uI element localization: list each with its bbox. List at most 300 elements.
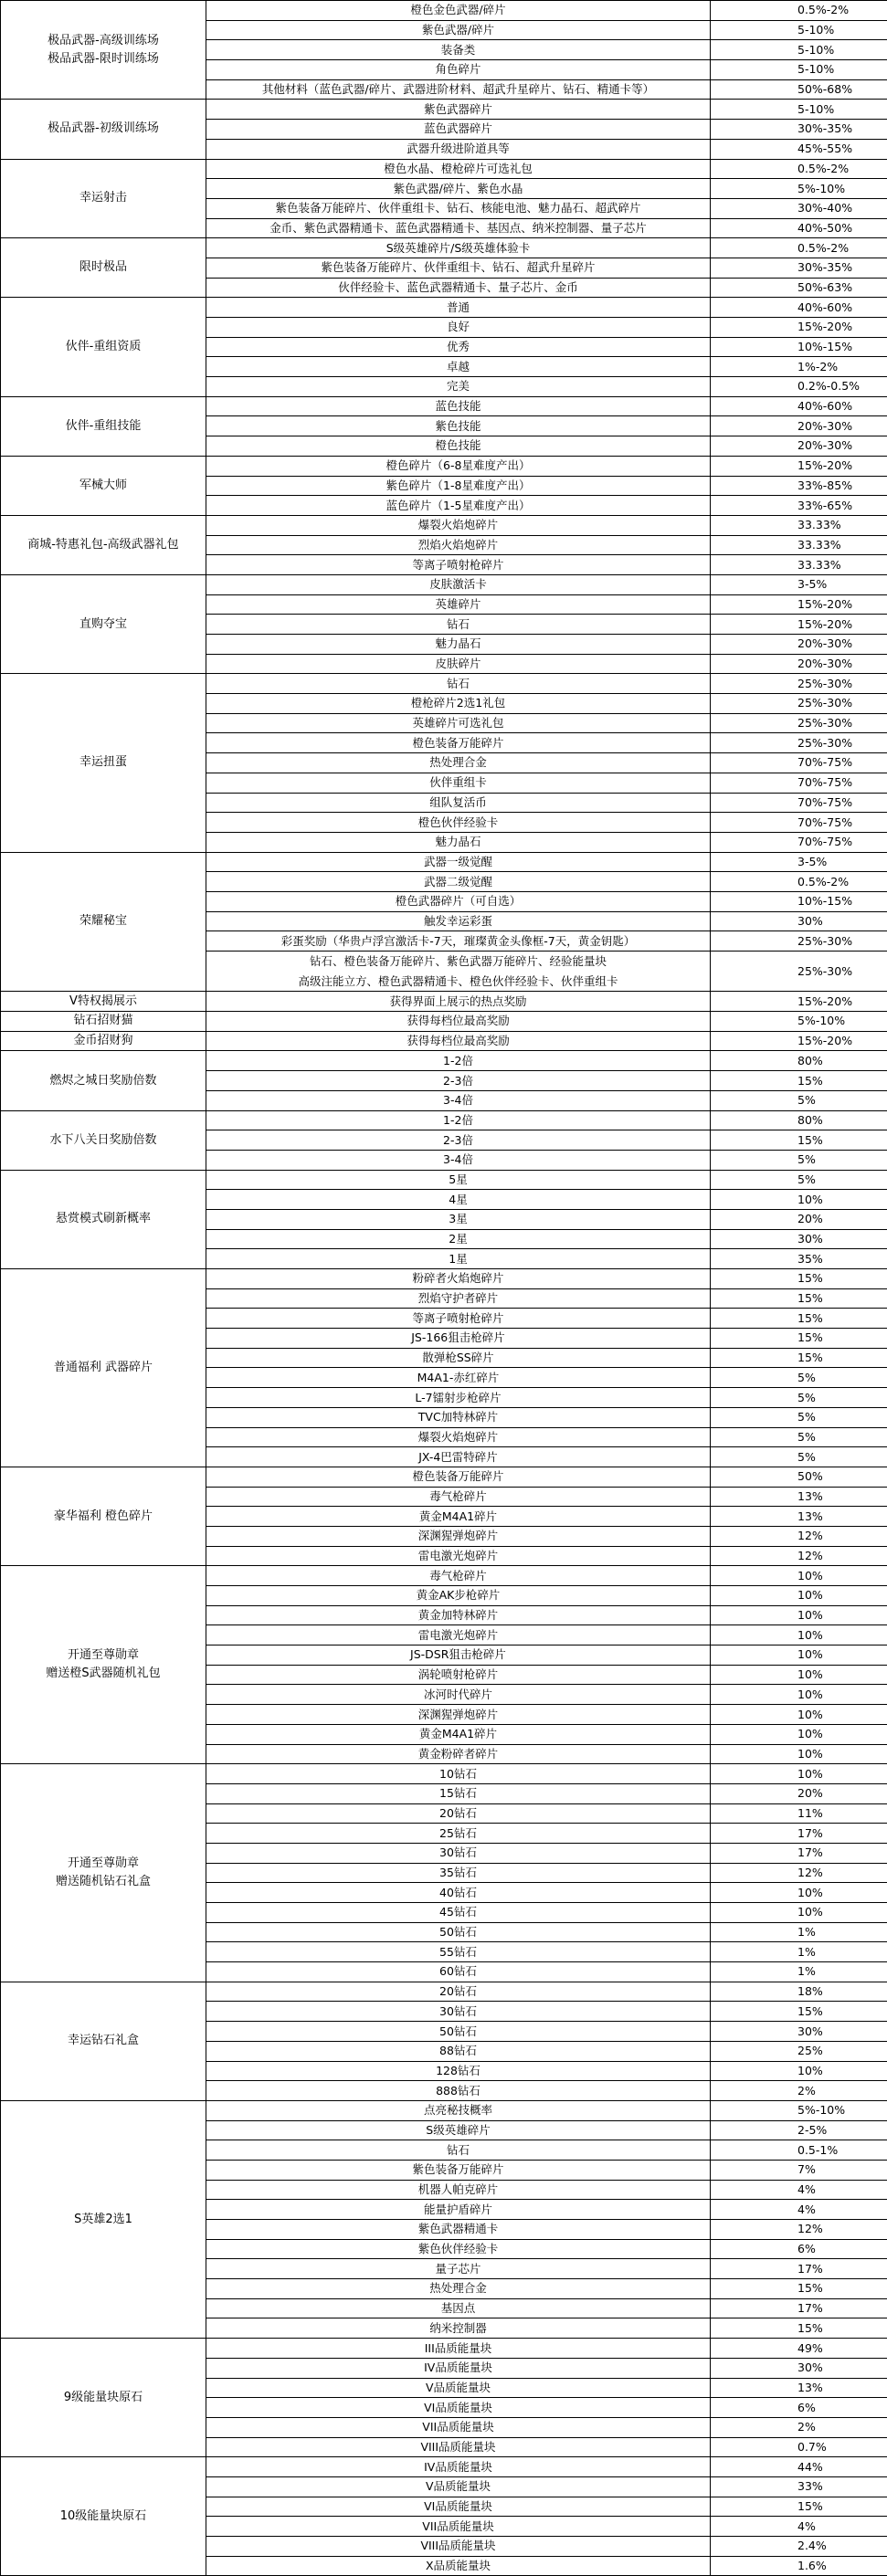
reward-item-cell: 55钻石: [206, 1942, 711, 1962]
reward-item-cell: 黄金M4A1碎片: [206, 1724, 711, 1744]
reward-item-cell: 热处理合金: [206, 2279, 711, 2299]
reward-item-cell: 紫色武器/碎片: [206, 20, 711, 40]
reward-item-cell: S级英雄碎片/S级英雄体验卡: [206, 238, 711, 258]
reward-item-cell: 彩蛋奖励（华贵卢浮宫激活卡-7天，璀璨黄金头像框-7天，黄金钥匙）: [206, 931, 711, 952]
reward-item-cell: 30钻石: [206, 2002, 711, 2022]
reward-item-cell: 深渊猩弹炮碎片: [206, 1705, 711, 1725]
rate-cell: 10%-15%: [711, 337, 887, 357]
reward-item-cell: 20钻石: [206, 1803, 711, 1824]
rate-cell: 17%: [711, 1824, 887, 1844]
rate-cell: 1%: [711, 1922, 887, 1942]
reward-item-cell: 毒气枪碎片: [206, 1566, 711, 1586]
rate-cell: 5%-10%: [711, 2100, 887, 2120]
reward-item-cell: 橙色碎片（6-8星难度产出）: [206, 456, 711, 476]
rate-cell: 18%: [711, 1982, 887, 2002]
reward-item-cell: 武器一级觉醒: [206, 852, 711, 872]
rate-cell: 12%: [711, 1863, 887, 1883]
rate-cell: 20%-30%: [711, 416, 887, 436]
rate-cell: 4%: [711, 2180, 887, 2200]
rate-cell: 4%: [711, 2517, 887, 2537]
rate-cell: 2%: [711, 2081, 887, 2101]
rate-cell: 10%: [711, 1903, 887, 1923]
reward-item-cell: 英雄碎片可选礼包: [206, 713, 711, 733]
rate-cell: 0.5-1%: [711, 2140, 887, 2161]
reward-item-cell: 橙色技能: [206, 436, 711, 457]
rate-cell: 70%-75%: [711, 773, 887, 793]
reward-item-cell: 50钻石: [206, 1922, 711, 1942]
table-row: [1, 159, 887, 179]
rate-cell: 40%-60%: [711, 396, 887, 416]
rate-cell: 15%: [711, 1348, 887, 1368]
rate-cell: 5%: [711, 1170, 887, 1190]
reward-item-cell: 获得每档位最高奖励: [206, 1012, 711, 1032]
reward-item-cell: 角色碎片: [206, 60, 711, 80]
reward-item-cell: 1-2倍: [206, 1110, 711, 1130]
rate-cell: 10%: [711, 1625, 887, 1645]
rate-cell: 30%-35%: [711, 258, 887, 278]
category-cell: 燃烬之城日奖励倍数: [1, 1051, 206, 1110]
reward-item-cell: 钻石: [206, 615, 711, 635]
rate-cell: 30%: [711, 911, 887, 931]
rate-cell: 25%-30%: [711, 713, 887, 733]
rate-cell: 30%-35%: [711, 120, 887, 140]
reward-item-cell: 橙枪碎片2选1礼包: [206, 694, 711, 714]
rate-cell: 80%: [711, 1051, 887, 1071]
reward-item-cell: 组队复活币: [206, 793, 711, 813]
rate-cell: 1%: [711, 1942, 887, 1962]
category-cell: 限时极品: [1, 238, 206, 298]
category-cell: V特权揭展示: [1, 992, 206, 1012]
reward-item-cell: 25钻石: [206, 1824, 711, 1844]
category-cell: 水下八关日奖励倍数: [1, 1110, 206, 1170]
rate-cell: 15%: [711, 1071, 887, 1091]
category-cell: 商城-特惠礼包-高级武器礼包: [1, 515, 206, 574]
rate-cell: 15%-20%: [711, 615, 887, 635]
reward-item-cell: 武器升级进阶道具等: [206, 139, 711, 159]
reward-item-cell: 烈焰火焰炮碎片: [206, 535, 711, 555]
category-cell: 直购夺宝: [1, 574, 206, 673]
rate-cell: 30%: [711, 1229, 887, 1249]
reward-item-cell: 15钻石: [206, 1783, 711, 1803]
reward-item-cell: 橙色水晶、橙枪碎片可选礼包: [206, 159, 711, 179]
category-cell: 极品武器-高级训练场 极品武器-限时训练场: [1, 1, 206, 100]
reward-item-cell: VIII品质能量块: [206, 2437, 711, 2457]
reward-item-cell: VII品质能量块: [206, 2517, 711, 2537]
reward-item-cell: JS-DSR狙击枪碎片: [206, 1645, 711, 1666]
reward-item-cell: 128钻石: [206, 2061, 711, 2081]
rate-cell: 15%-20%: [711, 318, 887, 338]
table-row: [1, 1467, 887, 1487]
reward-item-cell: 皮肤碎片: [206, 654, 711, 674]
reward-item-cell: 紫色装备万能碎片、伙伴重组卡、钻石、核能电池、魅力晶石、超武碎片: [206, 198, 711, 218]
reward-item-cell: L-7镭射步枪碎片: [206, 1388, 711, 1408]
rate-cell: 5%: [711, 1090, 887, 1110]
reward-item-cell: 钻石、橙色装备万能碎片、紫色武器万能碎片、经验能量块 高级注能立方、橙色武器精通卡、橙色伙伴经验卡、伙伴重组卡: [206, 952, 711, 992]
table-row: [1, 1012, 887, 1032]
reward-item-cell: 紫色装备万能碎片、伙伴重组卡、钻石、超武升星碎片: [206, 258, 711, 278]
table-row: [1, 1269, 887, 1289]
rate-cell: 12%: [711, 2220, 887, 2240]
table-row: [1, 574, 887, 594]
rate-cell: 15%-20%: [711, 456, 887, 476]
reward-item-cell: 皮肤激活卡: [206, 574, 711, 594]
reward-item-cell: 黄金粉碎者碎片: [206, 1744, 711, 1764]
rate-cell: 10%: [711, 2061, 887, 2081]
reward-item-cell: 橙色装备万能碎片: [206, 1467, 711, 1487]
rate-cell: 17%: [711, 2298, 887, 2318]
category-cell: S英雄2选1: [1, 2100, 206, 2338]
rate-cell: 70%-75%: [711, 813, 887, 833]
category-cell: 钻石招财猫: [1, 1012, 206, 1032]
rate-cell: 50%-63%: [711, 278, 887, 298]
rate-cell: 15%-20%: [711, 992, 887, 1012]
reward-item-cell: 3星: [206, 1209, 711, 1229]
reward-item-cell: 黄金AK步枪碎片: [206, 1586, 711, 1606]
reward-item-cell: 金币、紫色武器精通卡、蓝色武器精通卡、基因点、纳米控制器、量子芯片: [206, 218, 711, 238]
table-row: [1, 1, 887, 21]
rate-cell: 25%: [711, 2041, 887, 2061]
reward-item-cell: 伙伴经验卡、蓝色武器精通卡、量子芯片、金币: [206, 278, 711, 298]
table-row: [1, 396, 887, 416]
rate-cell: 25%-30%: [711, 931, 887, 952]
rate-cell: 35%: [711, 1249, 887, 1269]
rate-cell: 45%-55%: [711, 139, 887, 159]
rate-cell: 30%: [711, 2358, 887, 2378]
rate-cell: 50%: [711, 1467, 887, 1487]
reward-item-cell: VII品质能量块: [206, 2417, 711, 2437]
rate-cell: 12%: [711, 1546, 887, 1566]
reward-item-cell: 橙色武器碎片（可自选）: [206, 891, 711, 911]
category-cell: 幸运扭蛋: [1, 674, 206, 852]
reward-item-cell: 雷电激光炮碎片: [206, 1625, 711, 1645]
rate-cell: 0.5%-2%: [711, 872, 887, 892]
reward-item-cell: 获得界面上展示的热点奖励: [206, 992, 711, 1012]
reward-item-cell: 50钻石: [206, 2022, 711, 2042]
reward-item-cell: 钻石: [206, 2140, 711, 2161]
reward-item-cell: 良好: [206, 318, 711, 338]
reward-item-cell: III品质能量块: [206, 2339, 711, 2359]
probability-table-body: [1, 1, 887, 2576]
category-cell: 9级能量块原石: [1, 2339, 206, 2457]
rate-cell: 17%: [711, 2259, 887, 2279]
rate-cell: 15%: [711, 1288, 887, 1309]
rate-cell: 5%: [711, 1150, 887, 1170]
reward-item-cell: 蓝色技能: [206, 396, 711, 416]
reward-item-cell: S级英雄碎片: [206, 2120, 711, 2140]
reward-item-cell: 基因点: [206, 2298, 711, 2318]
rate-cell: 25%-30%: [711, 952, 887, 992]
rate-cell: 6%: [711, 2239, 887, 2259]
reward-item-cell: 紫色武器/碎片、紫色水晶: [206, 179, 711, 199]
category-cell: 悬赏模式刷新概率: [1, 1170, 206, 1268]
reward-item-cell: TVC加特林碎片: [206, 1407, 711, 1427]
table-row: [1, 238, 887, 258]
reward-item-cell: 30钻石: [206, 1843, 711, 1863]
reward-item-cell: 等离子喷射枪碎片: [206, 1309, 711, 1329]
rate-cell: 50%-68%: [711, 79, 887, 100]
category-cell: 10级能量块原石: [1, 2457, 206, 2576]
rate-cell: 3-5%: [711, 574, 887, 594]
reward-item-cell: 量子芯片: [206, 2259, 711, 2279]
reward-item-cell: 40钻石: [206, 1883, 711, 1903]
reward-item-cell: VI品质能量块: [206, 2497, 711, 2517]
table-row: [1, 456, 887, 476]
reward-item-cell: 毒气枪碎片: [206, 1487, 711, 1507]
table-row: [1, 1566, 887, 1586]
rate-cell: 5%-10%: [711, 1012, 887, 1032]
reward-item-cell: VI品质能量块: [206, 2398, 711, 2418]
reward-item-cell: 爆裂火焰炮碎片: [206, 515, 711, 535]
rate-cell: 10%: [711, 1744, 887, 1764]
reward-item-cell: 紫色技能: [206, 416, 711, 436]
category-cell: 荣耀秘宝: [1, 852, 206, 992]
rate-cell: 2%: [711, 2417, 887, 2437]
rate-cell: 20%-30%: [711, 635, 887, 655]
table-row: [1, 1051, 887, 1071]
reward-item-cell: 热处理合金: [206, 753, 711, 773]
reward-item-cell: 卓越: [206, 357, 711, 377]
reward-item-cell: IV品质能量块: [206, 2457, 711, 2477]
rate-cell: 33%: [711, 2476, 887, 2497]
reward-item-cell: 能量护盾碎片: [206, 2200, 711, 2220]
table-row: [1, 1170, 887, 1190]
rate-cell: 13%: [711, 1507, 887, 1527]
rate-cell: 25%-30%: [711, 733, 887, 753]
reward-item-cell: 橙色装备万能碎片: [206, 733, 711, 753]
rate-cell: 20%: [711, 1783, 887, 1803]
rate-cell: 5-10%: [711, 40, 887, 60]
rate-cell: 15%-20%: [711, 594, 887, 615]
rate-cell: 15%: [711, 2002, 887, 2022]
reward-item-cell: 黄金M4A1碎片: [206, 1507, 711, 1527]
reward-item-cell: 10钻石: [206, 1764, 711, 1784]
rate-cell: 5%: [711, 1447, 887, 1467]
reward-item-cell: 3-4倍: [206, 1090, 711, 1110]
reward-item-cell: 1星: [206, 1249, 711, 1269]
rate-cell: 10%: [711, 1883, 887, 1903]
rate-cell: 5-10%: [711, 100, 887, 120]
rate-cell: 3-5%: [711, 852, 887, 872]
reward-item-cell: 紫色碎片（1-8星难度产出）: [206, 476, 711, 496]
rate-cell: 0.5%-2%: [711, 1, 887, 21]
reward-item-cell: X品质能量块: [206, 2556, 711, 2576]
reward-item-cell: 装备类: [206, 40, 711, 60]
rate-cell: 15%: [711, 2497, 887, 2517]
reward-item-cell: 爆裂火焰炮碎片: [206, 1427, 711, 1447]
reward-item-cell: 2-3倍: [206, 1130, 711, 1151]
rate-cell: 70%-75%: [711, 793, 887, 813]
rate-cell: 30%: [711, 2022, 887, 2042]
reward-item-cell: 英雄碎片: [206, 594, 711, 615]
rate-cell: 15%: [711, 1269, 887, 1289]
reward-item-cell: 触发幸运彩蛋: [206, 911, 711, 931]
table-row: [1, 2100, 887, 2120]
rate-cell: 5%: [711, 1427, 887, 1447]
reward-item-cell: V品质能量块: [206, 2476, 711, 2497]
reward-item-cell: 其他材料（蓝色武器/碎片、武器进阶材料、超武升星碎片、钻石、精通卡等）: [206, 79, 711, 100]
reward-item-cell: IV品质能量块: [206, 2358, 711, 2378]
reward-item-cell: 魅力晶石: [206, 635, 711, 655]
rate-cell: 0.5%-2%: [711, 159, 887, 179]
rate-cell: 49%: [711, 2339, 887, 2359]
reward-item-cell: 紫色武器精通卡: [206, 2220, 711, 2240]
category-cell: 极品武器-初级训练场: [1, 100, 206, 159]
reward-item-cell: 等离子喷射枪碎片: [206, 555, 711, 575]
reward-item-cell: 3-4倍: [206, 1150, 711, 1170]
reward-item-cell: 20钻石: [206, 1982, 711, 2002]
rate-cell: 70%-75%: [711, 753, 887, 773]
reward-item-cell: 橙色金色武器/碎片: [206, 1, 711, 21]
table-row: [1, 100, 887, 120]
table-row: [1, 1031, 887, 1051]
rate-cell: 25%-30%: [711, 674, 887, 694]
rate-cell: 13%: [711, 1487, 887, 1507]
rate-cell: 33.33%: [711, 555, 887, 575]
reward-item-cell: VIII品质能量块: [206, 2537, 711, 2557]
rate-cell: 4%: [711, 2200, 887, 2220]
reward-item-cell: 完美: [206, 377, 711, 397]
reward-item-cell: 武器二级觉醒: [206, 872, 711, 892]
reward-item-cell: 蓝色武器碎片: [206, 120, 711, 140]
rate-cell: 5-10%: [711, 20, 887, 40]
rate-cell: 15%: [711, 1130, 887, 1151]
rate-cell: 12%: [711, 1526, 887, 1546]
rate-cell: 17%: [711, 1843, 887, 1863]
reward-item-cell: 钻石: [206, 674, 711, 694]
reward-item-cell: 普通: [206, 298, 711, 318]
reward-item-cell: 88钻石: [206, 2041, 711, 2061]
rate-cell: 1%-2%: [711, 357, 887, 377]
rate-cell: 10%: [711, 1665, 887, 1685]
rate-cell: 15%: [711, 2318, 887, 2339]
rate-cell: 0.5%-2%: [711, 238, 887, 258]
rate-cell: 15%: [711, 1309, 887, 1329]
reward-item-cell: 伙伴重组卡: [206, 773, 711, 793]
rate-cell: 0.2%-0.5%: [711, 377, 887, 397]
rate-cell: 10%: [711, 1764, 887, 1784]
rate-cell: 5%: [711, 1407, 887, 1427]
reward-item-cell: 2星: [206, 1229, 711, 1249]
reward-item-cell: 涡轮喷射枪碎片: [206, 1665, 711, 1685]
table-row: [1, 852, 887, 872]
rate-cell: 10%: [711, 1724, 887, 1744]
reward-item-cell: 4星: [206, 1190, 711, 1210]
reward-item-cell: 获得每档位最高奖励: [206, 1031, 711, 1051]
table-row: [1, 2457, 887, 2477]
rate-cell: 33%-65%: [711, 496, 887, 516]
reward-item-cell: 紫色伙伴经验卡: [206, 2239, 711, 2259]
rate-cell: 2-5%: [711, 2120, 887, 2140]
reward-item-cell: 橙色伙伴经验卡: [206, 813, 711, 833]
reward-item-cell: 2-3倍: [206, 1071, 711, 1091]
rate-cell: 15%-20%: [711, 1031, 887, 1051]
rate-cell: 10%: [711, 1605, 887, 1625]
reward-item-cell: 紫色装备万能碎片: [206, 2160, 711, 2180]
rate-cell: 20%-30%: [711, 436, 887, 457]
rate-cell: 44%: [711, 2457, 887, 2477]
category-cell: 军械大师: [1, 456, 206, 515]
rate-cell: 33.33%: [711, 515, 887, 535]
reward-item-cell: 45钻石: [206, 1903, 711, 1923]
rate-cell: 5%: [711, 1388, 887, 1408]
rate-cell: 20%: [711, 1209, 887, 1229]
rate-cell: 10%-15%: [711, 891, 887, 911]
table-row: [1, 1764, 887, 1784]
rate-cell: 10%: [711, 1566, 887, 1586]
reward-item-cell: 散弹枪SS碎片: [206, 1348, 711, 1368]
category-cell: 普通福利 武器碎片: [1, 1269, 206, 1467]
rate-cell: 20%-30%: [711, 654, 887, 674]
rate-cell: 5%-10%: [711, 179, 887, 199]
rate-cell: 80%: [711, 1110, 887, 1130]
rate-cell: 1.6%: [711, 2556, 887, 2576]
reward-item-cell: 粉碎者火焰炮碎片: [206, 1269, 711, 1289]
rate-cell: 70%-75%: [711, 832, 887, 852]
rate-cell: 1%: [711, 1962, 887, 1982]
reward-item-cell: 35钻石: [206, 1863, 711, 1883]
rate-cell: 6%: [711, 2398, 887, 2418]
table-row: [1, 674, 887, 694]
reward-item-cell: 1-2倍: [206, 1051, 711, 1071]
rate-cell: 10%: [711, 1190, 887, 1210]
rate-cell: 15%: [711, 1329, 887, 1349]
rate-cell: 10%: [711, 1645, 887, 1666]
reward-item-cell: 60钻石: [206, 1962, 711, 1982]
rate-cell: 10%: [711, 1705, 887, 1725]
reward-item-cell: 黄金加特林碎片: [206, 1605, 711, 1625]
reward-item-cell: 烈焰守护者碎片: [206, 1288, 711, 1309]
category-cell: 幸运钻石礼盒: [1, 1982, 206, 2100]
reward-item-cell: 点亮秘技概率: [206, 2100, 711, 2120]
rate-cell: 5%: [711, 1368, 887, 1388]
table-row: [1, 992, 887, 1012]
rate-cell: 5-10%: [711, 60, 887, 80]
category-cell: 伙伴-重组技能: [1, 396, 206, 456]
reward-item-cell: JX-4巴雷特碎片: [206, 1447, 711, 1467]
table-row: [1, 515, 887, 535]
rate-cell: 7%: [711, 2160, 887, 2180]
reward-item-cell: M4A1-赤红碎片: [206, 1368, 711, 1388]
reward-item-cell: 雷电激光炮碎片: [206, 1546, 711, 1566]
rate-cell: 40%-60%: [711, 298, 887, 318]
rate-cell: 2.4%: [711, 2537, 887, 2557]
rate-cell: 33.33%: [711, 535, 887, 555]
rate-cell: 25%-30%: [711, 694, 887, 714]
reward-item-cell: 888钻石: [206, 2081, 711, 2101]
table-row: [1, 1982, 887, 2002]
category-cell: 开通至尊勋章 赠送橙S武器随机礼包: [1, 1566, 206, 1764]
reward-item-cell: 冰河时代碎片: [206, 1685, 711, 1705]
reward-item-cell: V品质能量块: [206, 2378, 711, 2398]
category-cell: 幸运射击: [1, 159, 206, 238]
reward-item-cell: 机器人帕克碎片: [206, 2180, 711, 2200]
table-row: [1, 298, 887, 318]
reward-item-cell: 5星: [206, 1170, 711, 1190]
rate-cell: 11%: [711, 1803, 887, 1824]
rate-cell: 15%: [711, 2279, 887, 2299]
rate-cell: 30%-40%: [711, 198, 887, 218]
rate-cell: 10%: [711, 1685, 887, 1705]
reward-item-cell: JS-166狙击枪碎片: [206, 1329, 711, 1349]
reward-item-cell: 纳米控制器: [206, 2318, 711, 2339]
reward-item-cell: 蓝色碎片（1-5星难度产出）: [206, 496, 711, 516]
table-row: [1, 2339, 887, 2359]
reward-item-cell: 深渊猩弹炮碎片: [206, 1526, 711, 1546]
category-cell: 金币招财狗: [1, 1031, 206, 1051]
category-cell: 豪华福利 橙色碎片: [1, 1467, 206, 1565]
rate-cell: 0.7%: [711, 2437, 887, 2457]
reward-item-cell: 优秀: [206, 337, 711, 357]
